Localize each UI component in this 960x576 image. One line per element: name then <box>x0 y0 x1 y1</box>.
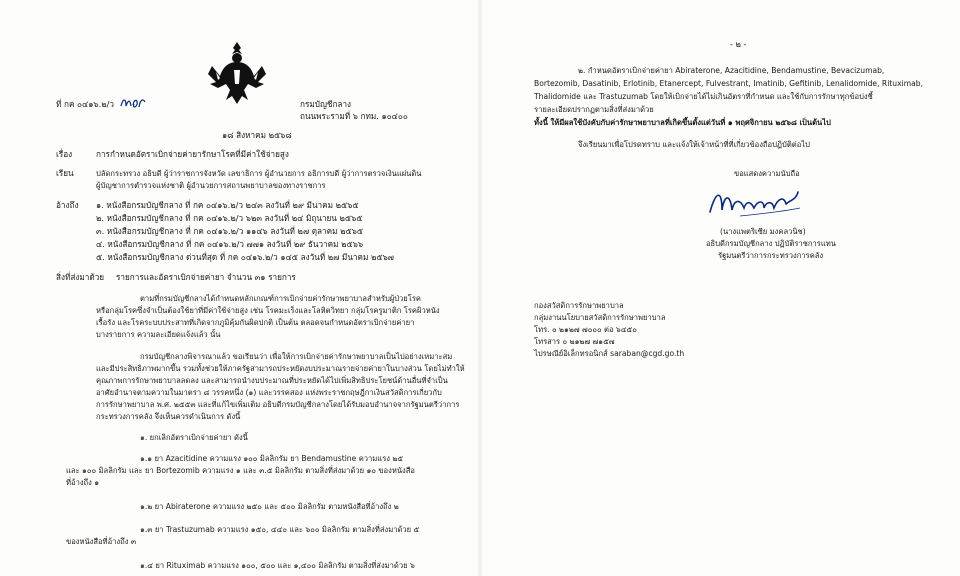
body-paragraph-2-line: การรักษาพยาบาล พ.ศ. ๒๕๕๓ และที่แก้ไขเพิ่มเติม อธิบดีกรมบัญชีกลางโดยได้รับมอบอำนาจจากรัฐมนตรีว่าการ <box>96 400 460 409</box>
email-address: saraban@cgd.go.th <box>610 349 685 358</box>
body-paragraph-1-line: เรื้อรัง และโรคระบบประสาทที่เกิดจากภูมิคุ้มกันผิดปกติ เป็นต้น ตลอดจนกำหนดอัตราเบิกจ่ายค่ายา <box>96 318 415 327</box>
item-1-1-line: ๑.๑ ยา Azacitidine ความแรง ๑๐๐ มิลลิกรัม ยา Bendamustine ความแรง ๒๕ <box>140 454 404 463</box>
item-1-3-line: ของหนังสือที่อ้างถึง ๓ <box>66 537 137 546</box>
document-page-2 <box>482 0 960 576</box>
fax: โทรสาร ๐ ๒๑๒๗ ๗๑๕๗ <box>534 337 615 346</box>
handwritten-document-number <box>120 96 146 110</box>
body-paragraph-2-line: กระทรวงการคลัง จึงเห็นควรดำเนินการ ดังนี้ <box>96 412 241 421</box>
item-1-1-line: และ ๑๐๐ มิลลิกรัม และ ยา Bortezomib ความแรง ๑ และ ๓.๕ มิลลิกรัม ตามสิ่งที่ส่งมาด้วย ๑๐ ของหนังสือ <box>66 466 415 475</box>
item-1-3-line: ๑.๓ ยา Trastuzumab ความแรง ๑๕๐, ๔๔๐ และ ๖๐๐ มิลลิกรัม ตามสิ่งที่ส่งมาด้วย ๕ <box>140 525 420 534</box>
enclosure-text: รายการและอัตราเบิกจ่ายค่ายา จำนวน ๓๑ รายการ <box>116 272 296 282</box>
document-number <box>56 99 114 110</box>
body-paragraph-2-line: และมีประสิทธิภาพมากขึ้น รวมทั้งช่วยให้ภาครัฐสามารถประหยัดงบประมาณรายจ่ายค่ายาในบางส่วน โดยไม่ทำให้ <box>96 364 465 373</box>
body-paragraph-1-line: ตามที่กรมบัญชีกลางได้กำหนดหลักเกณฑ์การเบิกจ่ายค่ารักษาพยาบาลสำหรับผู้ป่วยโรค <box>140 294 421 303</box>
document-number-text: ที่ กค ๐๔๑๖.๒/ว <box>56 99 114 109</box>
reference-item: ๔. หนังสือกรมบัญชีกลาง ที่ กค ๐๔๑๖.๒/ว ๗๗๑ ลงวันที่ ๒๙ ธันวาคม ๒๕๖๖ <box>96 239 364 249</box>
item-2-line: Thalidomide และ Trastuzumab โดยให้เบิกจ่ายได้ไม่เกินอัตราที่กำหนด และใช้กับการรักษาทุกข้อบ่งชี้ <box>534 92 873 101</box>
recipient-line-2: ผู้บัญชาการตำรวจแห่งชาติ ผู้อำนวยการสถานพยาบาลของทางราชการ <box>96 181 326 190</box>
subject-label: เรื่อง <box>56 149 73 159</box>
recipient-line-1: ปลัดกระทรวง อธิบดี ผู้ว่าราชการจังหวัด เลขาธิการ ผู้อำนวยการ อธิการบดี ผู้ว่าการตรวจเงินแผ่นดิน <box>96 169 422 178</box>
body-paragraph-2-line: กรมบัญชีกลางพิจารณาแล้ว ขอเรียนว่า เพื่อให้การเบิกจ่ายค่ารักษาพยาบาลเป็นไปอย่างเหมาะสม <box>140 352 453 361</box>
reference-item: ๓. หนังสือกรมบัญชีกลาง ที่ กค ๐๔๑๖.๒/ว ๑๑๔๖ ลงวันที่ ๒๗ ตุลาคม ๒๕๖๕ <box>96 226 364 236</box>
issuing-office: กรมบัญชีกลาง <box>300 99 352 109</box>
garuda-emblem-icon <box>206 40 268 106</box>
enclosure-label: สิ่งที่ส่งมาด้วย <box>56 272 105 282</box>
item-2-line: รายละเอียดปรากฏตามสิ่งที่ส่งมาด้วย <box>534 105 654 114</box>
reference-label: อ้างถึง <box>56 200 79 210</box>
subject-text: การกำหนดอัตราเบิกจ่ายค่ายารักษาโรคที่มีค่าใช้จ่ายสูง <box>96 149 289 159</box>
item-1-1-line: ที่อ้างถึง ๑ <box>66 478 100 487</box>
signer-title: รัฐมนตรีว่าการกระทรวงการคลัง <box>718 251 824 260</box>
item-1-4-line: ๑.๔ ยา Rituximab ความแรง ๑๐๐, ๕๐๐ และ ๑,๔๐๐ มิลลิกรัม ตามสิ่งที่ส่งมาด้วย ๖ <box>140 561 415 570</box>
reference-item: ๕. หนังสือกรมบัญชีกลาง ด่วนที่สุด ที่ กค ๐๔๑๖.๒/ว ๑๔๕ ลงวันที่ ๒๗ มีนาคม ๒๕๖๗ <box>96 252 394 262</box>
signature-image <box>700 182 820 222</box>
division-name: กองสวัสดิการรักษาพยาบาล <box>534 301 624 310</box>
body-paragraph-1-line: บางรายการ ความละเอียดแจ้งแล้ว นั้น <box>96 330 221 339</box>
office-address: ถนนพระรามที่ ๖ กทม. ๑๐๔๐๐ <box>300 111 408 121</box>
closing-request: จึงเรียนมาเพื่อโปรดทราบ และแจ้งให้เจ้าหน้าที่ที่เกี่ยวข้องถือปฏิบัติต่อไป <box>578 140 810 149</box>
page-number: - ๒ - <box>730 39 747 49</box>
email-line <box>534 348 684 359</box>
reference-item: ๒. หนังสือกรมบัญชีกลาง ที่ กค ๐๔๑๖.๒/ว ๖๒๓ ลงวันที่ ๒๔ มิถุนายน ๒๕๖๕ <box>96 213 363 223</box>
item-1-heading: ๑. ยกเลิกอัตราเบิกจ่ายค่ายา ดังนี้ <box>140 433 248 442</box>
email-label: ไปรษณีย์อิเล็กทรอนิกส์ <box>534 349 608 358</box>
signer-name: (นางแพตริเซีย มงคลวนิช) <box>720 227 806 236</box>
document-date: ๑๘ สิงหาคม ๒๕๖๘ <box>222 130 292 140</box>
recipient-label: เรียน <box>56 168 74 178</box>
reference-item: ๑. หนังสือกรมบัญชีกลาง ที่ กค ๐๔๑๖.๒/ว ๒๔๓ ลงวันที่ ๒๙ มีนาคม ๒๕๖๕ <box>96 200 359 210</box>
body-paragraph-2-line: คุณภาพการรักษาพยาบาลลดลง และสามารถนำงบประมาณที่ประหยัดได้ไปเพิ่มสิทธิประโยชน์ด้านอื่นที่จำเป็น <box>96 376 448 385</box>
document-page-1 <box>0 0 478 576</box>
body-paragraph-1-line: หรือกลุ่มโรคซึ่งจำเป็นต้องใช้ยาที่มีค่าใช้จ่ายสูง เช่น โรคมะเร็งและโลหิตวิทยา กลุ่มโรครูมาติก โรคผิวหนัง <box>96 306 440 315</box>
body-paragraph-2-line: อาศัยอำนาจตามความในมาตรา ๘ วรรคหนึ่ง (๑) และวรรคสอง แห่งพระราชกฤษฎีกาเงินสวัสดิการเกี่ยวกับ <box>96 388 442 397</box>
item-2-line: ๒. กำหนดอัตราเบิกจ่ายค่ายา Abiraterone, Azacitidine, Bendamustine, Bevacizumab, <box>578 66 885 75</box>
effective-date-statement: ทั้งนี้ ให้มีผลใช้บังคับกับค่ารักษาพยาบาลที่เกิดขึ้นตั้งแต่วันที่ ๑ พฤศจิกายน ๒๕๖๘ เป็นต้นไป <box>534 118 831 127</box>
item-2-line: Bortezomib, Dasatinib, Erlotinib, Etanercept, Fulvestrant, Imatinib, Gefitinib, Lenalidomide, Rituximab, <box>534 79 923 88</box>
group-name: กลุ่มงานนโยบายสวัสดิการรักษาพยาบาล <box>534 313 666 322</box>
sign-off: ขอแสดงความนับถือ <box>734 169 800 178</box>
telephone: โทร. ๐ ๒๑๒๗ ๗๐๐๐ ต่อ ๖๔๕๐ <box>534 325 637 334</box>
signer-title: อธิบดีกรมบัญชีกลาง ปฏิบัติราชการแทน <box>706 239 836 248</box>
item-1-2-line: ๑.๒ ยา Abiraterone ความแรง ๒๕๐ และ ๕๐๐ มิลลิกรัม ตามหนังสือที่อ้างถึง ๒ <box>140 502 399 511</box>
